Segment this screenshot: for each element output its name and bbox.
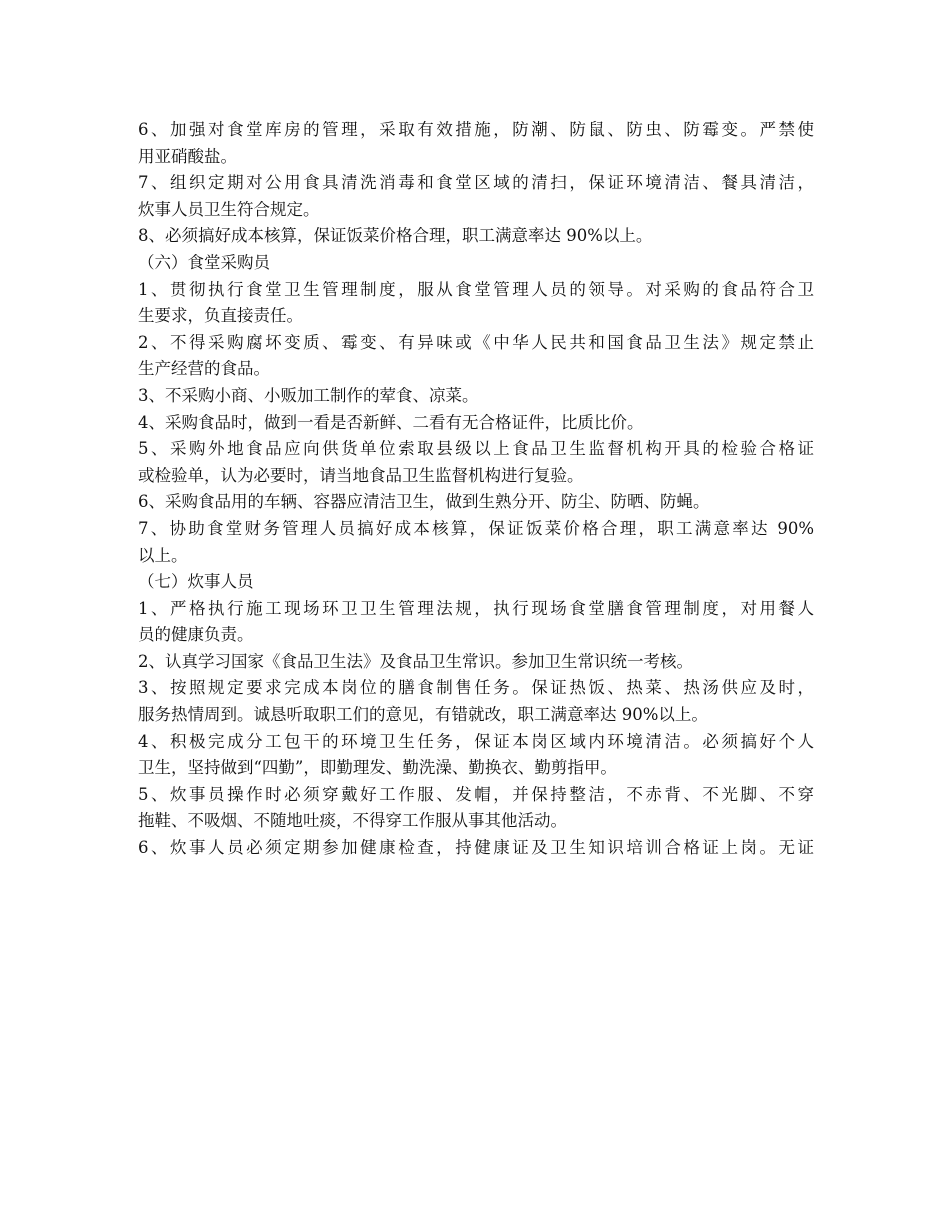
text-line: 4、采购食品时，做到一看是否新鲜、二看有无合格证件，比质比价。 (138, 412, 644, 432)
section-heading: （六）食堂采购员 (138, 252, 270, 272)
text-line: 4、积极完成分工包干的环境卫生任务，保证本岗区域内环境清洁。必须搞好个人 (138, 731, 814, 751)
text-line: 7、组织定期对公用食具清洗消毒和食堂区域的清扫，保证环境清洁、餐具清洁， (138, 173, 814, 193)
text-line: 2、认真学习国家《食品卫生法》及食品卫生常识。参加卫生常识统一考核。 (138, 651, 693, 671)
text-line: 生产经营的食品。 (138, 359, 270, 379)
text-line: 3、不采购小商、小贩加工制作的荤食、凉菜。 (138, 385, 479, 405)
text-line: 6、加强对食堂库房的管理，采取有效措施，防潮、防鼠、防虫、防霉变。严禁使 (138, 120, 814, 139)
text-line: 1、严格执行施工现场环卫卫生管理法规，执行现场食堂膳食管理制度，对用餐人 (138, 598, 814, 618)
text-line: 以上。 (138, 545, 188, 565)
text-line: 卫生，坚持做到“四勤”，即勤理发、勤洗澡、勤换衣、勤剪指甲。 (138, 758, 617, 778)
text-line: 用亚硝酸盐。 (138, 146, 237, 166)
text-line: 员的健康负责。 (138, 625, 254, 645)
text-line: 2、不得采购腐坏变质、霉变、有异味或《中华人民共和国食品卫生法》规定禁止 (138, 332, 814, 352)
text-line: 拖鞋、不吸烟、不随地吐痰，不得穿工作服从事其他活动。 (138, 811, 567, 831)
text-line: 生要求，负直接责任。 (138, 306, 303, 326)
text-line: 6、炊事人员必须定期参加健康检查，持健康证及卫生知识培训合格证上岗。无证 (138, 838, 814, 858)
text-line: 或检验单，认为必要时，请当地食品卫生监督机构进行复验。 (138, 465, 584, 485)
text-line: 5、炊事员操作时必须穿戴好工作服、发帽，并保持整洁，不赤背、不光脚、不穿 (138, 784, 814, 804)
text-line: 6、采购食品用的车辆、容器应清洁卫生，做到生熟分开、防尘、防晒、防蝇。 (138, 492, 710, 512)
document-body (138, 117, 814, 862)
text-line: 8、必须搞好成本核算，保证饭菜价格合理，职工满意率达 90%以上。 (138, 226, 653, 246)
text-line: 7、协助食堂财务管理人员搞好成本核算，保证饭菜价格合理，职工满意率达 90% (138, 518, 814, 538)
text-line: 1、贯彻执行食堂卫生管理制度，服从食堂管理人员的领导。对采购的食品符合卫 (138, 279, 814, 299)
text-line: 3、按照规定要求完成本岗位的膳食制售任务。保证热饭、热菜、热汤供应及时， (138, 678, 814, 698)
section-heading: （七）炊事人员 (138, 572, 254, 592)
text-line: 服务热情周到。诚恳听取职工们的意见，有错就改，职工满意率达 90%以上。 (138, 705, 708, 725)
text-line: 炊事人员卫生符合规定。 (138, 199, 320, 219)
text-line: 5、采购外地食品应向供货单位索取县级以上食品卫生监督机构开具的检验合格证 (138, 439, 814, 459)
